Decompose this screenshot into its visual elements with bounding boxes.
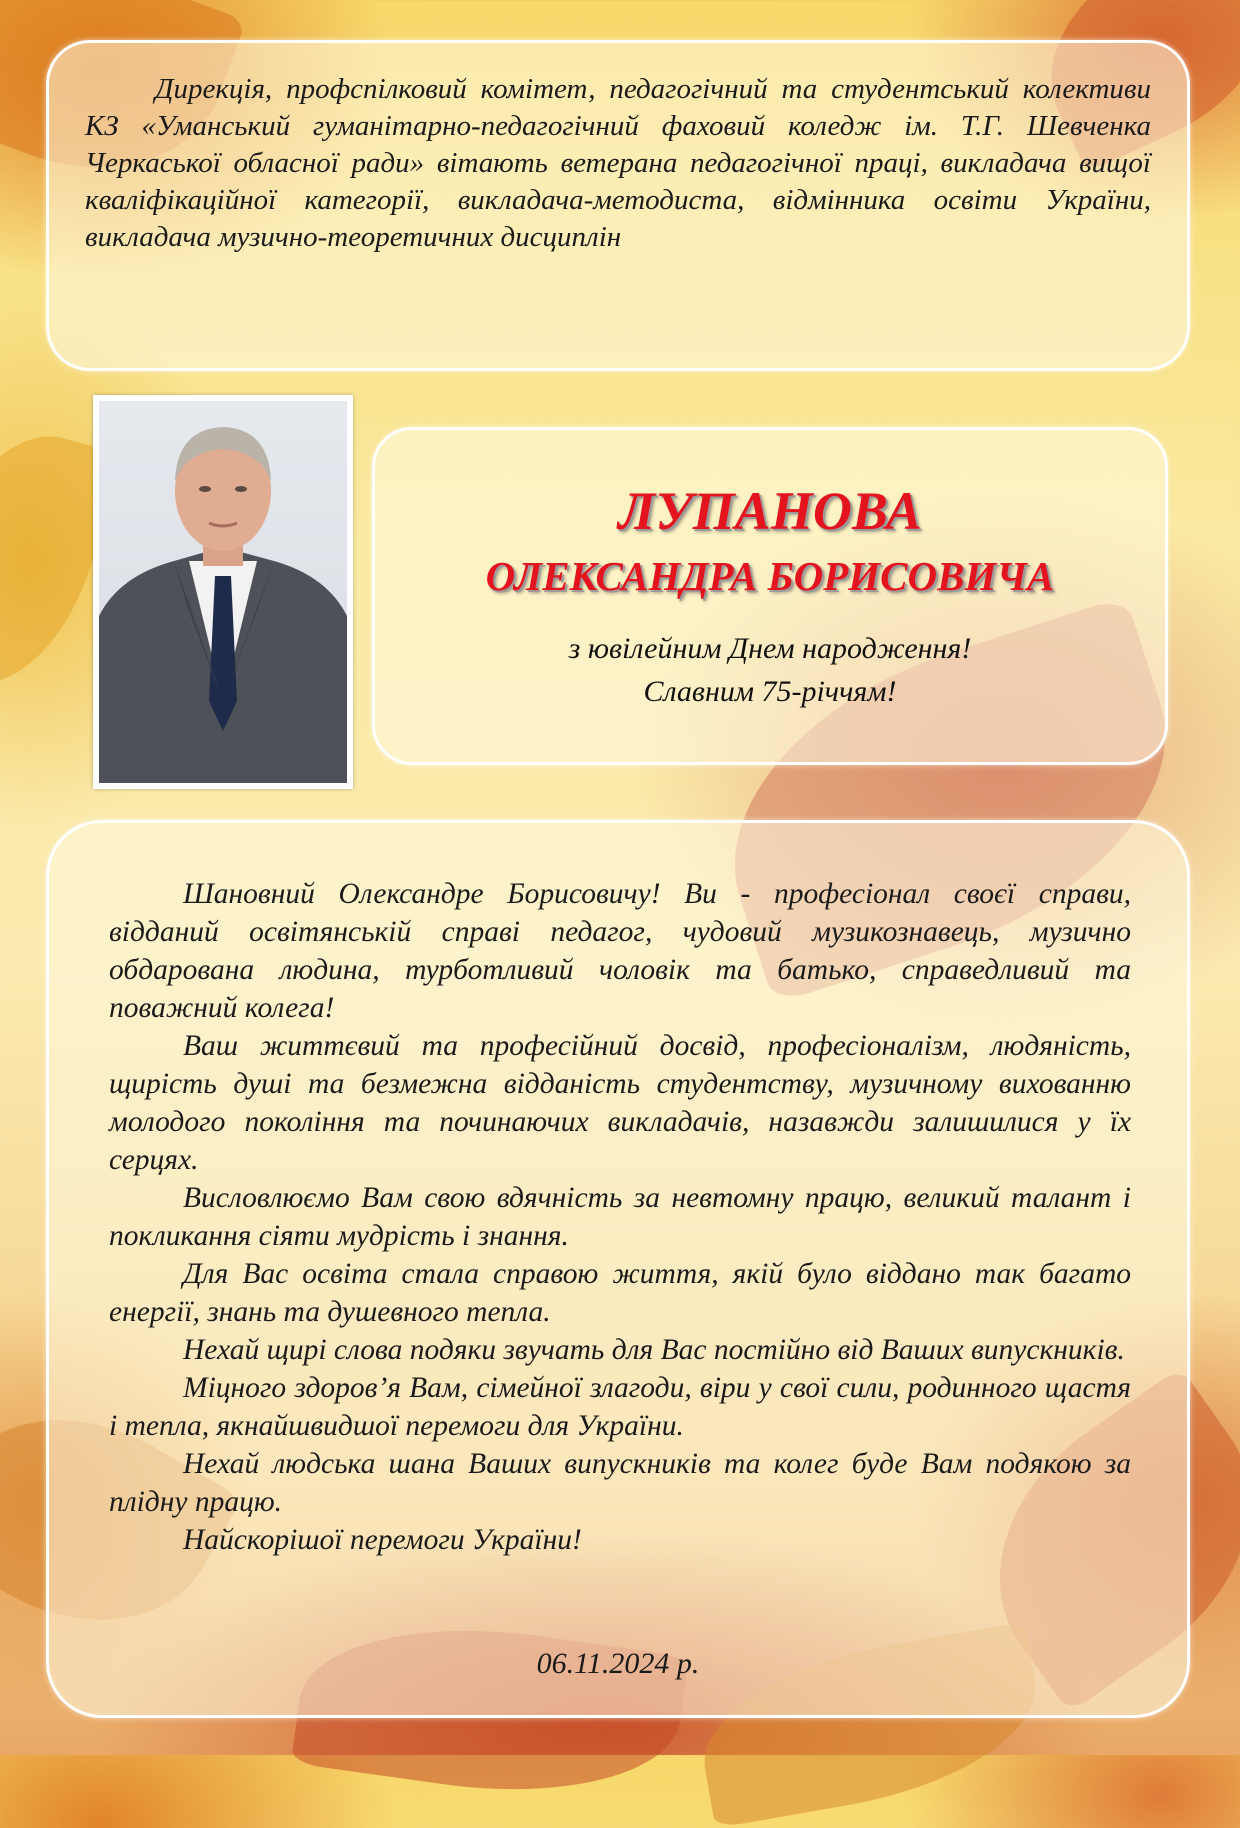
message-paragraph: Нехай людська шана Ваших випускників та колег буде Вам подякою за плідну працю. bbox=[109, 1448, 1131, 1518]
greeting-line-anniversary: Славним 75-річчям! bbox=[643, 675, 897, 708]
message-body bbox=[109, 875, 1131, 1559]
message-paragraph: Нехай щирі слова подяки звучать для Вас постійно від Ваших випускників. bbox=[183, 1334, 1125, 1366]
message-paragraph: Висловлюємо Вам свою вдячність за невтомну працю, великий талант і покликання сіяти мудрість і знання. bbox=[109, 1182, 1131, 1252]
portrait-photo-frame bbox=[93, 395, 353, 789]
intro-text: Дирекція, профспілковий комітет, педагогічний та студентський колективи КЗ «Уманський гуманітарно-педагогічний фаховий коледж ім. Т.Г. Шевченка Черкаської обласної ради» вітають ветерана педагогічної праці, викладача вищої кваліфікаційної категорії, викладача-методиста, відмінника освіти України, викладача музично-теоретичних дисциплін bbox=[85, 73, 1151, 253]
message-panel bbox=[46, 820, 1190, 1718]
honoree-given-names: ОЛЕКСАНДРА БОРИСОВИЧА bbox=[485, 553, 1055, 599]
message-paragraph: Шановний Олександре Борисовичу! Ви - професіонал своєї справи, відданий освітянській справі педагог, чудовий музикознавець, музично обдарована людина, турботливий чоловік та батько, справедливий та поважний колега! bbox=[109, 878, 1131, 1024]
portrait-photo bbox=[99, 401, 347, 783]
intro-panel bbox=[46, 40, 1190, 371]
name-panel bbox=[372, 427, 1168, 765]
portrait-illustration bbox=[99, 401, 347, 783]
message-paragraph: Ваш життєвий та професійний досвід, професіоналізм, людяність, щирість душі та безмежна відданість студентству, музичному вихованню молодого покоління та починаючих викладачів, назавжди залишилися у їх серцях. bbox=[109, 1030, 1131, 1176]
honoree-surname: ЛУПАНОВА bbox=[618, 481, 922, 541]
message-paragraph: Міцного здоров’я Вам, сімейної злагоди, віри у свої сили, родинного щастя і тепла, якнайшвидшої перемоги для України. bbox=[109, 1372, 1131, 1442]
greeting-line-birthday: з ювілейним Днем народження! bbox=[568, 632, 972, 665]
message-date: 06.11.2024 р. bbox=[536, 1647, 700, 1680]
message-paragraph: Для Вас освіта стала справою життя, якій було віддано так багато енергії, знань та душевного тепла. bbox=[109, 1258, 1131, 1328]
message-paragraph: Найскорішої перемоги України! bbox=[183, 1524, 582, 1556]
